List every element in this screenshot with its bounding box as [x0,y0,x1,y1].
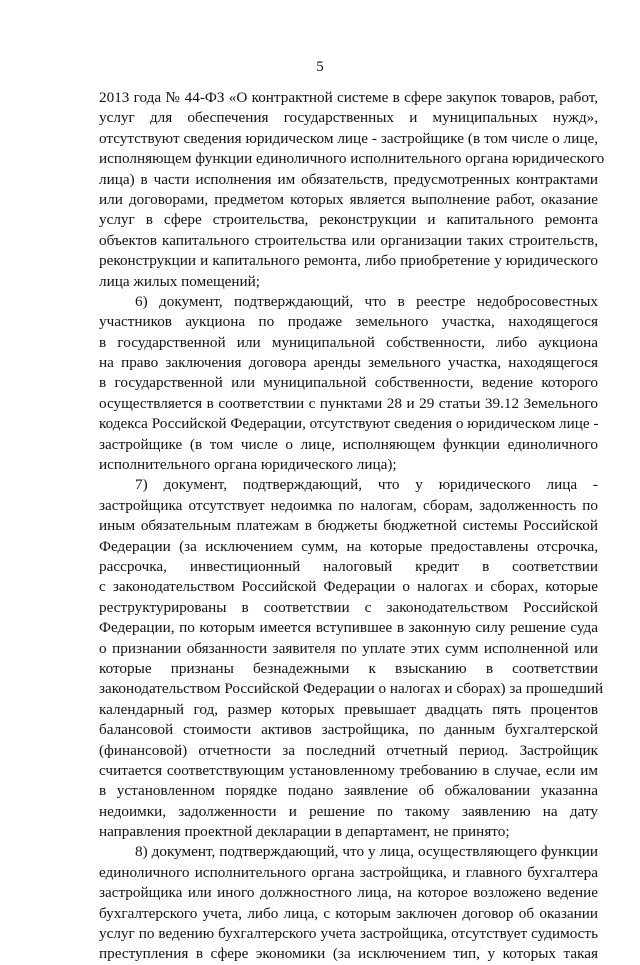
paragraph [99,88,605,292]
text-line: на право заключения договора аренды земельного участка, находящегося [99,354,598,372]
text-line: исполняющем функции единоличного исполнительного органа юридического [99,150,605,168]
text-line: объектов капитального строительства или организации таких строительств, [99,231,598,249]
text-line: балансовой стоимости активов застройщика, по данным бухгалтерской [99,721,598,739]
text-line: лица жилых помещений; [99,272,260,290]
text-line: реконструкции и капитального ремонта, либо приобретение у юридического [99,252,598,270]
text-line: реструктурированы в соответствии с законодательством Российской [99,598,598,616]
text-line: которые признаны безнадежными к взысканию в соответствии [99,659,598,677]
text-line: бухгалтерского учета, либо лица, с которым заключен договор об оказании [99,904,598,922]
text-line: 6) документ, подтверждающий, что в реестре недобросовестных [135,292,598,310]
text-line: 2013 года № 44-ФЗ «О контрактной системе в сфере закупок товаров, работ, [99,89,598,106]
text-line: застройщика отсутствует недоимка по налогам, сборам, задолженность по [99,496,598,514]
document-body [99,88,605,965]
text-line: услуг для обеспечения государственных и муниципальных нужд», [99,109,598,127]
text-line: лица) в части исполнения им обязательств, предусмотренных контрактами [99,170,598,188]
text-line: отсутствуют сведения юридическом лице - застройщике (в том числе о лице, [99,129,598,147]
text-line: преступления в сфере экономики (за исключением тип, у которых такая [99,945,598,963]
text-line: кодекса Российской Федерации, отсутствуют сведения о юридическом лице - [99,415,599,433]
text-line: законодательством Российской Федерации о налогах и сборах) за прошедший [99,680,604,698]
text-line: единоличного исполнительного органа застройщика, и главного бухгалтера [99,863,598,881]
paragraph [99,475,604,842]
text-line: рассрочка, инвестиционный налоговый кредит в соответствии [99,557,598,575]
text-line: или договорами, предметом которых является выполнение работ, оказание [99,190,598,208]
text-line: осуществляется в соответствии с пунктами 28 и 29 статьи 39.12 Земельного [99,394,598,412]
text-line: иным обязательным платежам в бюджеты бюджетной системы Российской [99,517,598,535]
text-line: (финансовой) отчетности за последний отчетный период. Застройщик [99,741,598,759]
text-line: о признании обязанности заявителя по уплате этих сумм исполненной или [99,639,598,657]
text-line: с законодательством Российской Федерации о налогах и сборах, которые [99,578,598,596]
text-line: услуг по ведению бухгалтерского учета застройщика, отсутствует судимость [99,925,598,943]
text-line: 8) документ, подтверждающий, что у лица, осуществляющего функции [135,843,598,861]
text-line: исполнительного органа юридического лица); [99,456,397,474]
text-line: направления проектной декларации в департамент, не принято; [99,823,510,841]
text-line: застройщика или иного должностного лица, на которое возложено ведение [99,884,598,902]
text-line: в государственной или муниципальной собственности, либо аукциона [99,333,598,351]
text-line: в государственной или муниципальной собственности, ведение которого [99,374,598,392]
paragraph [99,292,598,476]
text-line: услуг в сфере строительства, реконструкции и капитального ремонта [99,211,598,229]
text-line: Федерации (за исключением сумм, на которые предоставлены отсрочка, [99,537,598,555]
text-line: в установленном порядке подано заявление об обжаловании указанна [99,782,598,800]
text-line: считается соответствующим установленному требованию в случае, если им [99,761,598,779]
text-line: календарный год, размер которых превышает двадцать пять процентов [99,700,598,718]
text-line: недоимки, задолженности и решение по такому заявлению на дату [99,802,598,820]
text-line: участников аукциона по продаже земельного участка, находящегося [99,313,598,331]
text-line: Федерации, по которым имеется вступившее в законную силу решение суда [99,619,598,637]
text-line: 7) документ, подтверждающий, что у юридического лица - [135,476,598,494]
page-number: 5 [316,59,324,75]
text-line: застройщике (в том числе о лице, исполняющем функции единоличного [99,435,598,453]
paragraph [99,842,598,964]
